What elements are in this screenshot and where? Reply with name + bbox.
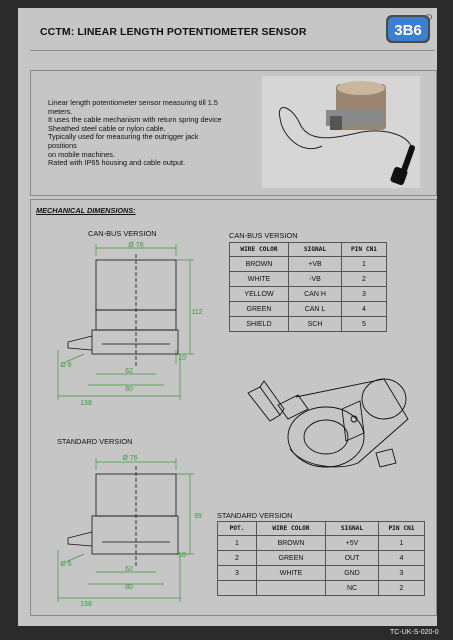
table-row: 3 WHITE GND 3: [218, 566, 425, 581]
table-header: PIN CN1: [342, 243, 387, 257]
title-divider: [30, 50, 435, 51]
dim-height: 112: [191, 309, 203, 316]
canbus-wiring-table: [229, 242, 387, 332]
brand-logo: [385, 12, 433, 46]
canbus-technical-drawing: [46, 238, 206, 410]
logo-text: 3B6: [394, 22, 422, 39]
table-header: SIGNAL: [289, 243, 342, 257]
table-row: 2 GREEN OUT 4: [218, 551, 425, 566]
page-title: CCTM: LINEAR LENGTH POTENTIOMETER SENSOR: [40, 26, 307, 38]
canbus-table-label: CAN-BUS VERSION: [229, 231, 298, 240]
dim-80: 80: [125, 386, 133, 393]
dim-height: 99: [194, 513, 202, 520]
product-photo: [262, 76, 420, 188]
dim-top-diameter: Ø 76: [122, 455, 138, 462]
table-header: PIN CN1: [379, 522, 425, 536]
dim-top-diameter: Ø 76: [128, 242, 144, 249]
dim-side-gap: 10: [178, 355, 186, 362]
table-header: WIRE COLOR: [230, 243, 289, 257]
table-row: SHIELD SCH 5: [230, 317, 387, 332]
standard-technical-drawing: [46, 446, 206, 610]
table-row: YELLOW CAN H 3: [230, 287, 387, 302]
dim-62: 62: [125, 566, 133, 573]
table-header: WIRE COLOR: [257, 522, 326, 536]
dim-80: 80: [125, 584, 133, 591]
document-code: TC-UK-S-020-0: [390, 629, 439, 636]
table-row: BROWN +VB 1: [230, 257, 387, 272]
table-row: NC 2: [218, 581, 425, 596]
dim-side-gap: 10: [178, 552, 186, 559]
table-header: POT.: [218, 522, 257, 536]
isometric-drawing: [238, 345, 423, 485]
standard-wiring-table: [217, 521, 425, 596]
dim-138: 138: [80, 400, 92, 407]
mechanical-heading: MECHANICAL DIMENSIONS:: [36, 206, 136, 215]
description-text: Linear length potentiometer sensor measuring till 1.5 meters. It uses the cable mechanism with return spring device Sheathed steel cable or nylon cable. Typically used for measuring the outrigger jack positions on mobile machines. Rated with IP65 housing and cable output.: [48, 98, 222, 168]
standard-drawing-label: STANDARD VERSION: [57, 437, 133, 446]
canbus-drawing-label: CAN-BUS VERSION: [88, 229, 157, 238]
table-header: SIGNAL: [326, 522, 379, 536]
dim-62: 62: [125, 368, 133, 375]
table-row: WHITE -VB 2: [230, 272, 387, 287]
dim-left-diameter: Ø 6: [60, 561, 72, 568]
table-row: 1 BROWN +5V 1: [218, 536, 425, 551]
table-row: GREEN CAN L 4: [230, 302, 387, 317]
dim-138: 138: [80, 601, 92, 608]
dim-left-diameter: Ø 8: [60, 362, 72, 369]
standard-table-label: STANDARD VERSION: [217, 511, 293, 520]
